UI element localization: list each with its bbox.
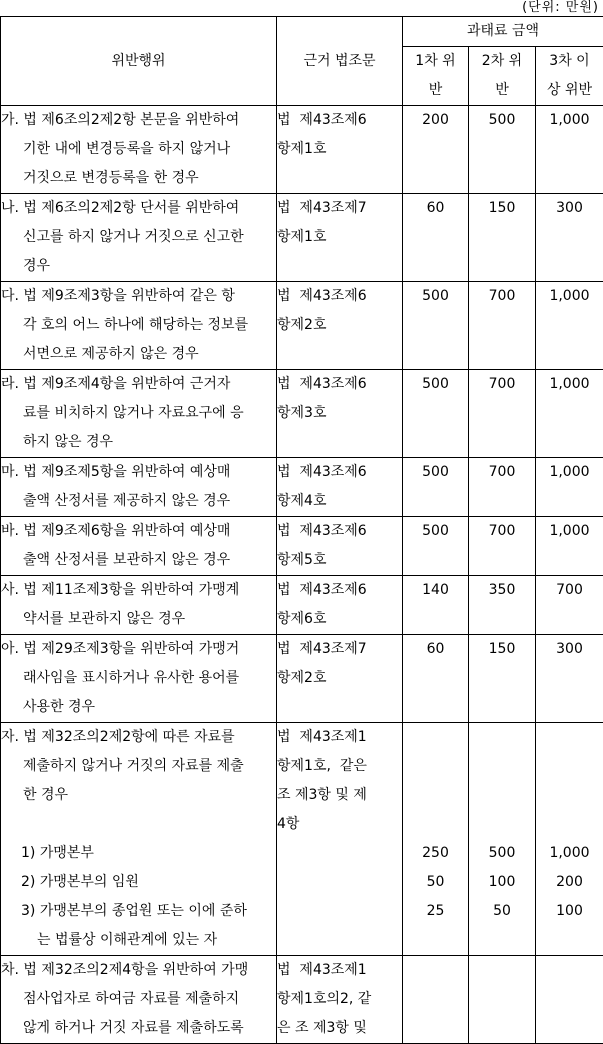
second-fine: 700 [469,458,536,517]
basis-line: 법 제43조제6 [277,370,402,399]
header-first-line: 반 [403,76,468,105]
violation-line: 기한 내에 변경등록을 하지 않거나 [1,135,276,164]
third-fine: 1,000 [536,370,603,458]
spacer [403,752,468,781]
second-fine: 150 [469,635,536,723]
second-fine: 700 [469,517,536,576]
basis-line: 법 제43조제7 [277,635,402,664]
third-fine: 1,000 [536,106,603,194]
violation-line: 사용한 경우 [1,693,276,722]
violation-cell [1,282,277,370]
first-fine: 60 [403,635,469,723]
violation-line: 라. 법 제9조제4항을 위반하여 근거자 [1,370,276,399]
sub-item-fine: 25 [403,897,468,926]
sub-item-fine: 500 [469,839,535,868]
violation-line: 서면으로 제공하지 않은 경우 [1,340,276,369]
violation-line: 다. 법 제9조제3항을 위반하여 같은 항 [1,282,276,311]
table-row [1,194,603,282]
sub-item-fine: 100 [469,868,535,897]
second-fine [469,723,536,956]
basis-cell [277,517,403,576]
violation-line: 약서를 보관하지 않은 경우 [1,605,276,634]
table-row-ja [1,723,603,956]
third-fine: 1,000 [536,517,603,576]
basis-line: 항제1호의2, 같 [277,985,402,1014]
header-first-line: 1차 위 [403,47,468,76]
violation-line: 가. 법 제6조의2제2항 본문을 위반하여 [1,106,276,135]
violation-line: 차. 법 제32조의2제4항을 위반하여 가맹 [1,956,276,985]
violation-cell [1,194,277,282]
violation-line: 바. 법 제9조제6항을 위반하여 예상매 [1,517,276,546]
violation-line: 사. 법 제11조제3항을 위반하여 가맹계 [1,576,276,605]
basis-line: 은 조 제3항 및 [277,1014,402,1043]
header-third [536,47,603,106]
basis-cell [277,635,403,723]
header-third-line: 상 위반 [536,76,603,105]
spacer [403,723,468,752]
table-row [1,106,603,194]
header-second-line: 반 [469,76,535,105]
violation-cell [1,635,277,723]
violation-line: 한 경우 [1,781,276,810]
basis-cell [277,282,403,370]
violation-line: 않게 하거나 거짓 자료를 제출하도록 [1,1014,276,1043]
basis-line: 법 제43조제6 [277,576,402,605]
first-fine: 140 [403,576,469,635]
header-row-1 [1,17,603,47]
basis-cell [277,576,403,635]
table-row-cha [1,956,603,1044]
violation-cell [1,576,277,635]
basis-line: 항제2호 [277,664,402,693]
basis-line: 법 제43조제6 [277,282,402,311]
violation-cell [1,106,277,194]
spacer [1,810,276,839]
violation-cell [1,458,277,517]
spacer [469,752,535,781]
second-fine: 700 [469,282,536,370]
header-basis: 근거 법조문 [277,17,403,106]
violation-cell [1,723,277,956]
header-third-line: 3차 이 [536,47,603,76]
basis-line: 항제4호 [277,487,402,516]
sub-item-fine: 1,000 [536,839,603,868]
basis-line: 항제3호 [277,399,402,428]
violation-line: 출액 산정서를 제공하지 않은 경우 [1,487,276,516]
violation-line: 출액 산정서를 보관하지 않은 경우 [1,546,276,575]
spacer [536,810,603,839]
sub-item-fine: 200 [536,868,603,897]
header-second [469,47,536,106]
spacer [469,781,535,810]
basis-line: 4항 [277,810,402,839]
third-fine: 300 [536,635,603,723]
second-fine [469,956,536,1044]
sub-item-fine: 50 [469,897,535,926]
spacer [403,781,468,810]
violation-cell [1,370,277,458]
second-fine: 350 [469,576,536,635]
violation-line: 경우 [1,252,276,281]
header-first [403,47,469,106]
first-fine: 60 [403,194,469,282]
table-row [1,635,603,723]
sub-item-fine: 100 [536,897,603,926]
basis-line: 법 제43조제6 [277,458,402,487]
basis-cell [277,458,403,517]
sub-item-fine: 50 [403,868,468,897]
sub-item-fine: 250 [403,839,468,868]
basis-line: 항제1호 [277,135,402,164]
violation-line: 자. 법 제32조의2제2항에 따른 자료를 [1,723,276,752]
spacer [536,723,603,752]
header-fine-amount: 과태료 금액 [403,17,603,47]
first-fine: 500 [403,458,469,517]
basis-cell [277,723,403,956]
basis-cell [277,194,403,282]
violation-line: 나. 법 제6조의2제2항 단서를 위반하여 [1,194,276,223]
violation-line: 거짓으로 변경등록을 한 경우 [1,164,276,193]
third-fine: 300 [536,194,603,282]
sub-item-label: 3) 가맹본부의 종업원 또는 이에 준하 [21,897,276,926]
basis-line: 법 제43조제1 [277,723,402,752]
violation-line: 점사업자로 하여금 자료를 제출하지 [1,985,276,1014]
first-fine [403,723,469,956]
basis-cell [277,106,403,194]
spacer [469,723,535,752]
table-row [1,282,603,370]
basis-cell [277,956,403,1044]
violation-line: 신고를 하지 않거나 거짓으로 신고한 [1,223,276,252]
table-row [1,517,603,576]
header-violation: 위반행위 [1,17,277,106]
basis-line: 항제1호 [277,223,402,252]
unit-note: (단위: 만원) [522,0,599,16]
basis-line: 법 제43조제1 [277,956,402,985]
spacer [403,810,468,839]
table-row [1,370,603,458]
basis-line: 법 제43조제6 [277,517,402,546]
first-fine: 500 [403,370,469,458]
violation-cell [1,956,277,1044]
basis-line: 법 제43조제6 [277,106,402,135]
violation-line: 마. 법 제9조제5항을 위반하여 예상매 [1,458,276,487]
table-row [1,458,603,517]
second-fine: 500 [469,106,536,194]
sub-item-label: 1) 가맹본부 [21,839,276,868]
basis-line: 법 제43조제7 [277,194,402,223]
basis-cell [277,370,403,458]
table-row [1,576,603,635]
first-fine: 200 [403,106,469,194]
spacer [536,781,603,810]
violation-line: 하지 않은 경우 [1,428,276,457]
violation-line: 료를 비치하지 않거나 자료요구에 응 [1,399,276,428]
first-fine: 500 [403,517,469,576]
basis-line: 조 제3항 및 제 [277,781,402,810]
third-fine: 700 [536,576,603,635]
basis-line: 항제2호 [277,311,402,340]
spacer [469,810,535,839]
third-fine [536,956,603,1044]
violation-line: 제출하지 않거나 거짓의 자료를 제출 [1,752,276,781]
sub-item-label: 2) 가맹본부의 임원 [21,868,276,897]
basis-line: 항제6호 [277,605,402,634]
violation-line: 각 호의 어느 하나에 해당하는 정보를 [1,311,276,340]
fine-table [0,16,603,1044]
second-fine: 700 [469,370,536,458]
second-fine: 150 [469,194,536,282]
violation-line: 아. 법 제29조제3항을 위반하여 가맹거 [1,635,276,664]
first-fine: 500 [403,282,469,370]
basis-line: 항제5호 [277,546,402,575]
third-fine [536,723,603,956]
third-fine: 1,000 [536,282,603,370]
sub-item-label-cont: 는 법률상 이해관계에 있는 자 [21,926,276,955]
sub-item-list [1,839,276,955]
third-fine: 1,000 [536,458,603,517]
violation-line: 래사임을 표시하거나 유사한 용어를 [1,664,276,693]
violation-cell [1,517,277,576]
first-fine [403,956,469,1044]
spacer [536,752,603,781]
header-second-line: 2차 위 [469,47,535,76]
basis-line: 항제1호, 같은 [277,752,402,781]
